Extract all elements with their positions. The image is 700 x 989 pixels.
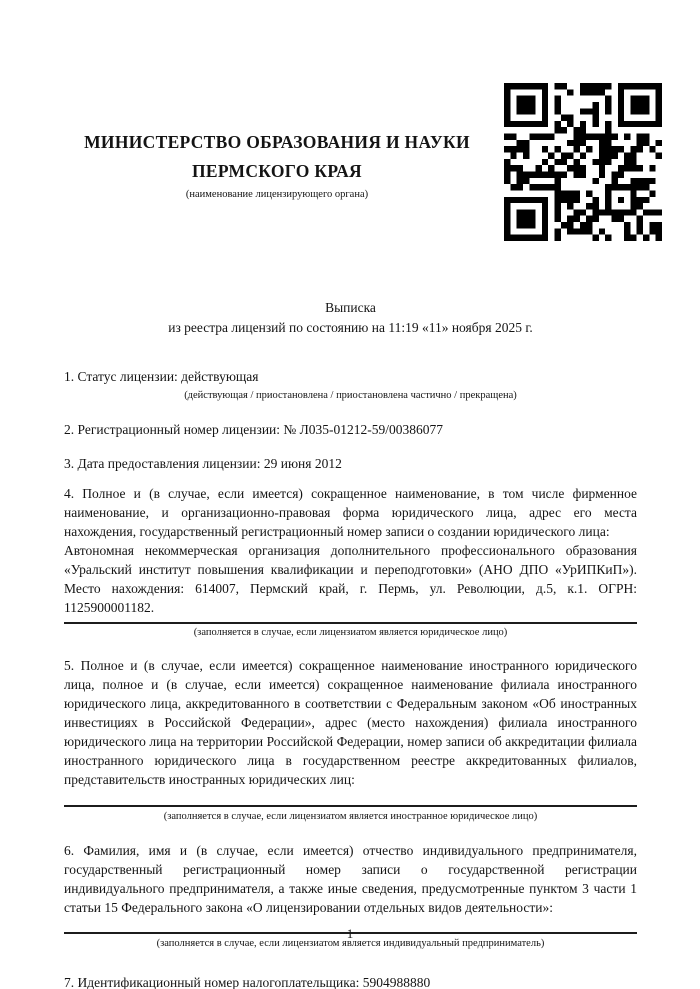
legal-entity-rule xyxy=(64,622,637,624)
individual-entrepreneur-caption: (заполняется в случае, если лицензиатом является индивидуальный предприниматель) xyxy=(156,938,545,949)
legal-entity-item-value: Автономная некоммерческая организация дополнительного профессионального образования «Уральский институт повышения квалификации и переподготовки» (АНО ДПО «УрИПКиП»). Место нахождения: 614007, Пермский край, г. Пермь, ул. Революции, д.5, к.1. ОГРН: 1125900001182. xyxy=(64,543,637,615)
legal-entity-item-text: 4. Полное и (в случае, если имеется) сокращенное наименование, в том числе фирменное наименование, и организационно-правовая форма юридического лица, адрес его места нахождения, государственный регистрационный номер записи о создании юридического лица: xyxy=(64,486,637,539)
document-title xyxy=(64,298,637,338)
document-title-line1: Выписка xyxy=(325,300,376,315)
foreign-entity-rule xyxy=(64,805,637,807)
ministry-name-line1: МИНИСТЕРСТВО ОБРАЗОВАНИЯ И НАУКИ xyxy=(84,132,470,152)
ministry-name xyxy=(62,128,492,186)
license-status-caption: (действующая / приостановлена / приостановлена частично / прекращена) xyxy=(184,390,517,401)
inn-item: 7. Идентификационный номер налогоплательщика: 5904988880 xyxy=(64,975,431,989)
document-title-line2: из реестра лицензий по состоянию на 11:19 «11» ноября 2025 г. xyxy=(168,320,533,335)
document-body xyxy=(64,298,637,989)
ministry-name-line2: ПЕРМСКОГО КРАЯ xyxy=(192,161,362,181)
ministry-caption: (наименование лицензирующего органа) xyxy=(185,189,369,200)
registration-number-item: 2. Регистрационный номер лицензии: № Л035-01212-59/00386077 xyxy=(64,422,444,437)
page-number: 1 xyxy=(346,926,354,941)
foreign-entity-caption: (заполняется в случае, если лицензиатом является иностранное юридическое лицо) xyxy=(163,811,538,822)
grant-date-item: 3. Дата предоставления лицензии: 29 июня 2012 xyxy=(64,456,342,471)
qr-code xyxy=(504,83,662,241)
license-status-item: 1. Статус лицензии: действующая xyxy=(64,369,259,384)
foreign-entity-item-text: 5. Полное и (в случае, если имеется) сокращенное наименование иностранного юридического лица, полное и (в случае, если имеется) сокращенное наименование филиала иностранного юридического лица, аккредитованного в соответствии с Федеральным законом «Об иностранных инвестициях в Российской Федерации», адрес (место нахождения) филиала иностранного юридического лица на территории Российской Федерации, номер записи об аккредитации филиала иностранного юридического лица в государственном реестре аккредитованных филиалов, представительств иностранных юридических лиц: xyxy=(64,658,637,787)
licensing-authority-header xyxy=(62,128,492,202)
individual-entrepreneur-item-text: 6. Фамилия, имя и (в случае, если имеется) отчество индивидуального предпринимателя, государственный регистрационный номер записи о государственной регистрации индивидуального предпринимателя, а также иные сведения, предусмотренные пунктом 3 части 1 статьи 15 Федерального закона «О лицензировании отдельных видов деятельности»: xyxy=(64,843,637,915)
legal-entity-caption: (заполняется в случае, если лицензиатом является юридическое лицо) xyxy=(193,627,508,638)
